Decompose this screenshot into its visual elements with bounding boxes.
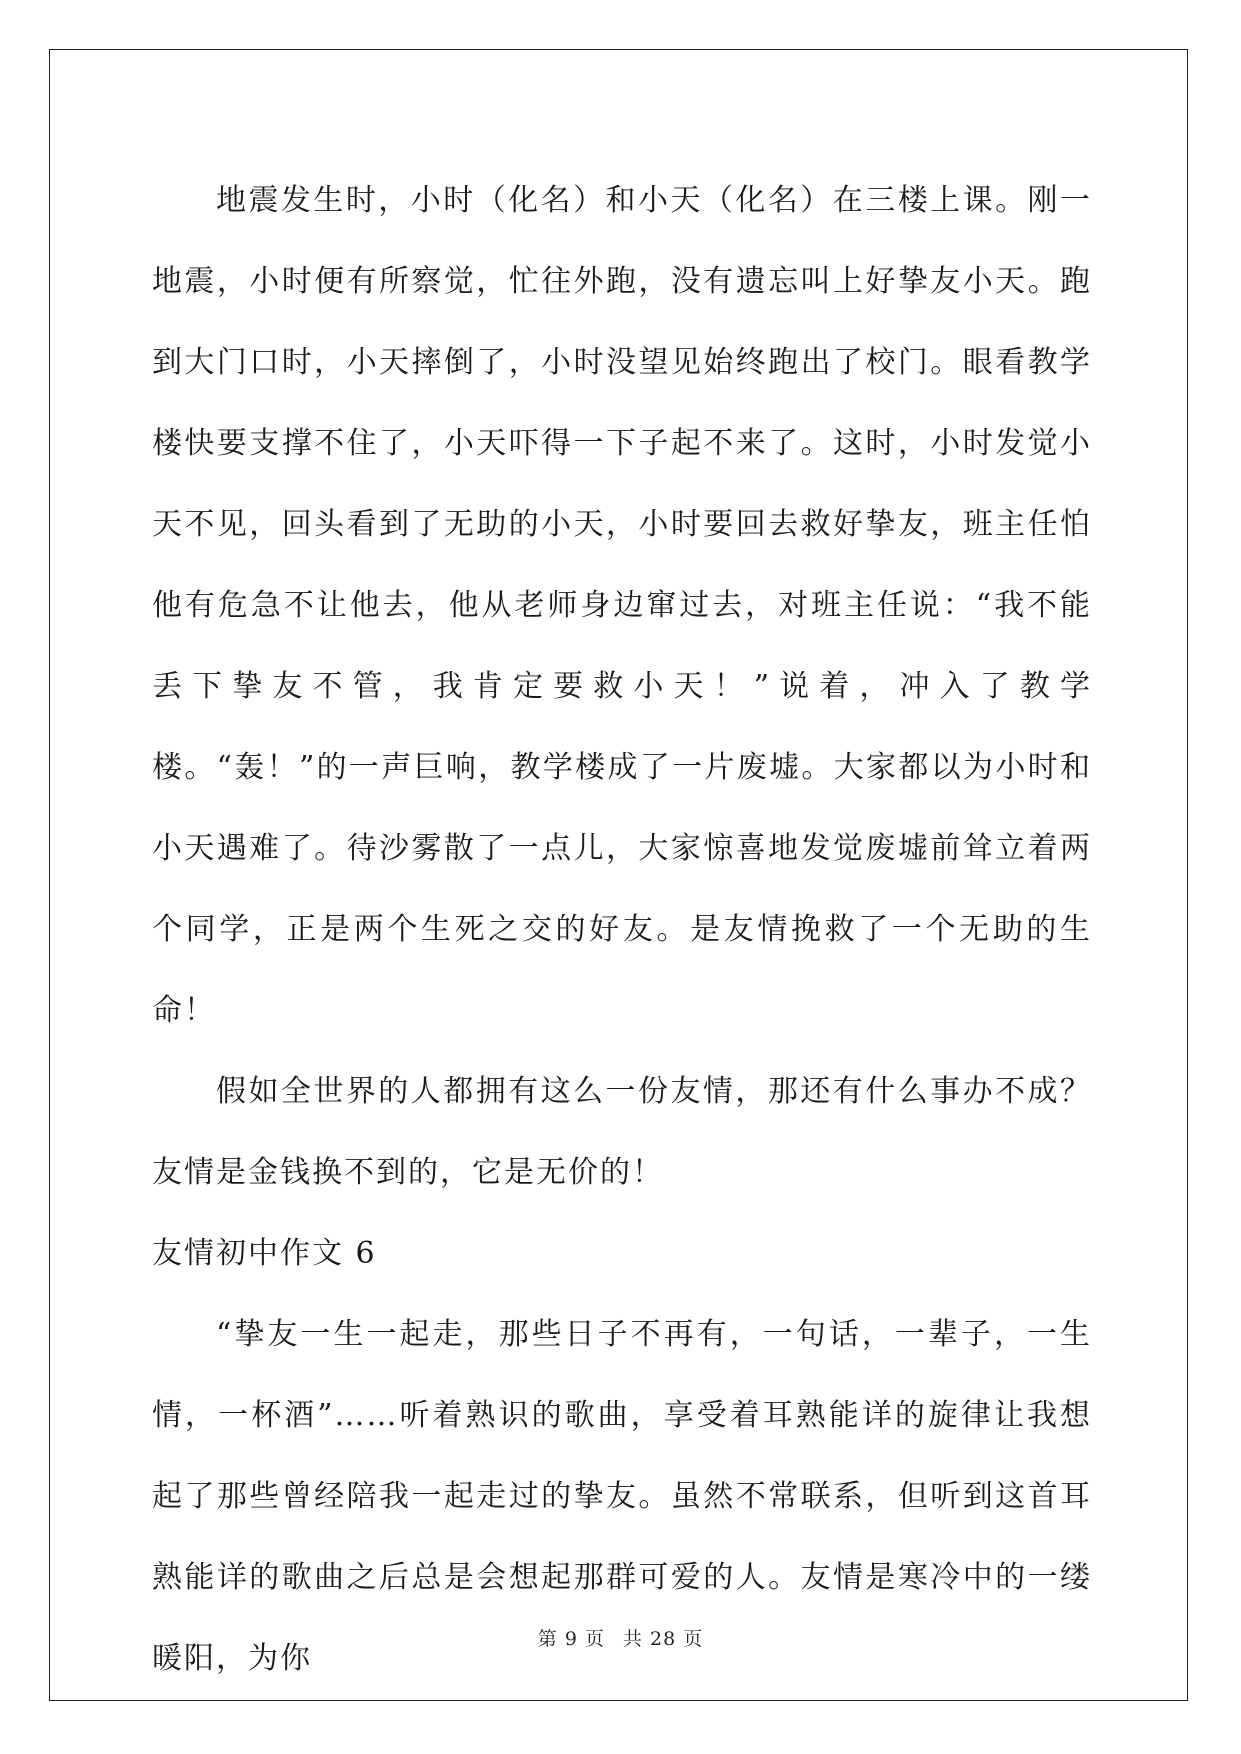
page-total: 共 28 页: [622, 1628, 704, 1650]
paragraph-friendship-priceless: 假如全世界的人都拥有这么一份友情，那还有什么事办不成？友情是金钱换不到的，它是无价的！: [152, 1074, 1092, 1190]
document-body: [152, 160, 1092, 1699]
page-number: 第 9 页: [537, 1628, 605, 1650]
paragraph-friend-song: “挚友一生一起走，那些日子不再有，一句话，一辈子，一生情，一杯酒”……听着熟识的歌曲，享受着耳熟能详的旋律让我想起了那些曾经陪我一起走过的挚友。虽然不常联系，但听到这首耳熟能详的歌曲之后总是会想起那群可爱的人。友情是寒冷中的一缕暖阳，为你: [152, 1317, 1092, 1676]
paragraph-earthquake-story: 地震发生时，小时（化名）和小天（化名）在三楼上课。刚一地震，小时便有所察觉，忙往外跑，没有遗忘叫上好挚友小天。跑到大门口时，小天摔倒了，小时没望见始终跑出了校门。眼看教学楼快要支撑不住了，小天吓得一下子起不来了。这时，小时发觉小天不见，回头看到了无助的小天，小时要回去救好挚友，班主任怕他有危急不让他去，他从老师身边窜过去，对班主任说：“我不能丢下挚友不管，我肯定要救小天！”说着，冲入了教学楼。“轰！”的一声巨响，教学楼成了一片废墟。大家都以为小时和小天遇难了。待沙雾散了一点儿，大家惊喜地发觉废墟前耸立着两个同学，正是两个生死之交的好友。是友情挽救了一个无助的生命！: [152, 183, 1092, 1028]
section-title: 友情初中作文 6: [152, 1236, 377, 1271]
page-footer: [0, 1624, 1241, 1651]
